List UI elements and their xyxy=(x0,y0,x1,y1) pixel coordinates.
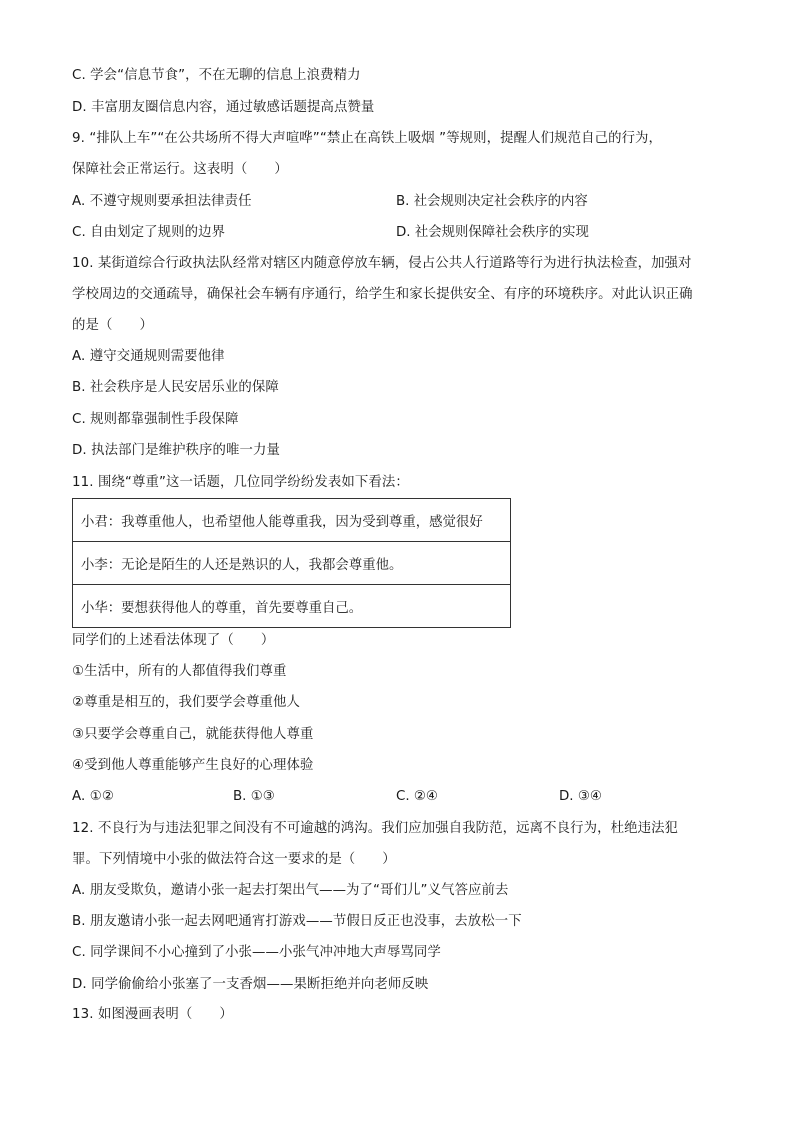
q12-option-a: A. 朋友受欺负，邀请小张一起去打架出气——为了“哥们儿”义气答应前去 xyxy=(72,883,509,898)
q10-option-d: D. 执法部门是维护秩序的唯一力量 xyxy=(72,443,280,458)
q10-option-c: C. 规则都靠强制性手段保障 xyxy=(72,412,239,427)
q12-option-d: D. 同学偷偷给小张塞了一支香烟——果断拒绝并向老师反映 xyxy=(72,977,429,992)
q11-option-d: D. ③④ xyxy=(559,789,602,804)
q12-stem-line2: 罪。下列情境中小张的做法符合这一要求的是（ ） xyxy=(72,852,396,867)
table-row xyxy=(73,585,511,628)
q11-option-c: C. ②④ xyxy=(396,789,438,804)
q11-item-1: ①生活中，所有的人都值得我们尊重 xyxy=(72,664,287,679)
q10-stem-line1: 10. 某街道综合行政执法队经常对辖区内随意停放车辆，侵占公共人行道路等行为进行执法检查，加强对 xyxy=(72,256,692,271)
q13-stem: 13. 如图漫画表明（ ） xyxy=(72,1007,233,1022)
q9-option-c: C. 自由划定了规则的边界 xyxy=(72,225,226,240)
q12-option-c: C. 同学课间不小心撞到了小张——小张气冲冲地大声辱骂同学 xyxy=(72,945,441,960)
q11-question: 同学们的上述看法体现了（ ） xyxy=(72,633,275,648)
q11-option-a: A. ①② xyxy=(72,789,114,804)
q11-option-b: B. ①③ xyxy=(233,789,275,804)
q11-stem: 11. 围绕“尊重”这一话题，几位同学纷纷发表如下看法： xyxy=(72,475,409,490)
quote-xiaojun: 小君：我尊重他人，也希望他人能尊重我，因为受到尊重，感觉很好 xyxy=(73,499,511,542)
table-row xyxy=(73,499,511,542)
q10-stem-line2: 学校周边的交通疏导，确保社会车辆有序通行，给学生和家长提供安全、有序的环境秩序。对此认识正确 xyxy=(72,287,693,302)
q9-option-b: B. 社会规则决定社会秩序的内容 xyxy=(396,194,588,209)
q10-option-a: A. 遵守交通规则需要他律 xyxy=(72,349,225,364)
q12-option-b: B. 朋友邀请小张一起去网吧通宵打游戏——节假日反正也没事，去放松一下 xyxy=(72,914,522,929)
q8-option-d: D. 丰富朋友圈信息内容，通过敏感话题提高点赞量 xyxy=(72,100,375,115)
q9-option-a: A. 不遵守规则要承担法律责任 xyxy=(72,194,252,209)
q10-option-b: B. 社会秩序是人民安居乐业的保障 xyxy=(72,380,279,395)
q9-option-d: D. 社会规则保障社会秩序的实现 xyxy=(396,225,589,240)
q8-option-c: C. 学会“信息节食”，不在无聊的信息上浪费精力 xyxy=(72,68,361,83)
quote-xiaohua: 小华：要想获得他人的尊重，首先要尊重自己。 xyxy=(73,585,511,628)
q10-stem-line3: 的是（ ） xyxy=(72,318,153,333)
quote-xiaoli: 小李：无论是陌生的人还是熟识的人，我都会尊重他。 xyxy=(73,542,511,585)
q11-item-4: ④受到他人尊重能够产生良好的心理体验 xyxy=(72,758,314,773)
q9-stem-line1: 9. “排队上车”“在公共场所不得大声喧哗”“禁止在高铁上吸烟 ”等规则，提醒人们规范自己的行为， xyxy=(72,131,663,146)
q11-item-2: ②尊重是相互的，我们要学会尊重他人 xyxy=(72,695,300,710)
q11-item-3: ③只要学会尊重自己，就能获得他人尊重 xyxy=(72,727,314,742)
table-row xyxy=(73,542,511,585)
q12-stem-line1: 12. 不良行为与违法犯罪之间没有不可逾越的鸿沟。我们应加强自我防范，远离不良行为，杜绝违法犯 xyxy=(72,821,679,836)
q11-quote-table xyxy=(72,498,511,628)
q9-stem-line2: 保障社会正常运行。这表明（ ） xyxy=(72,162,288,177)
